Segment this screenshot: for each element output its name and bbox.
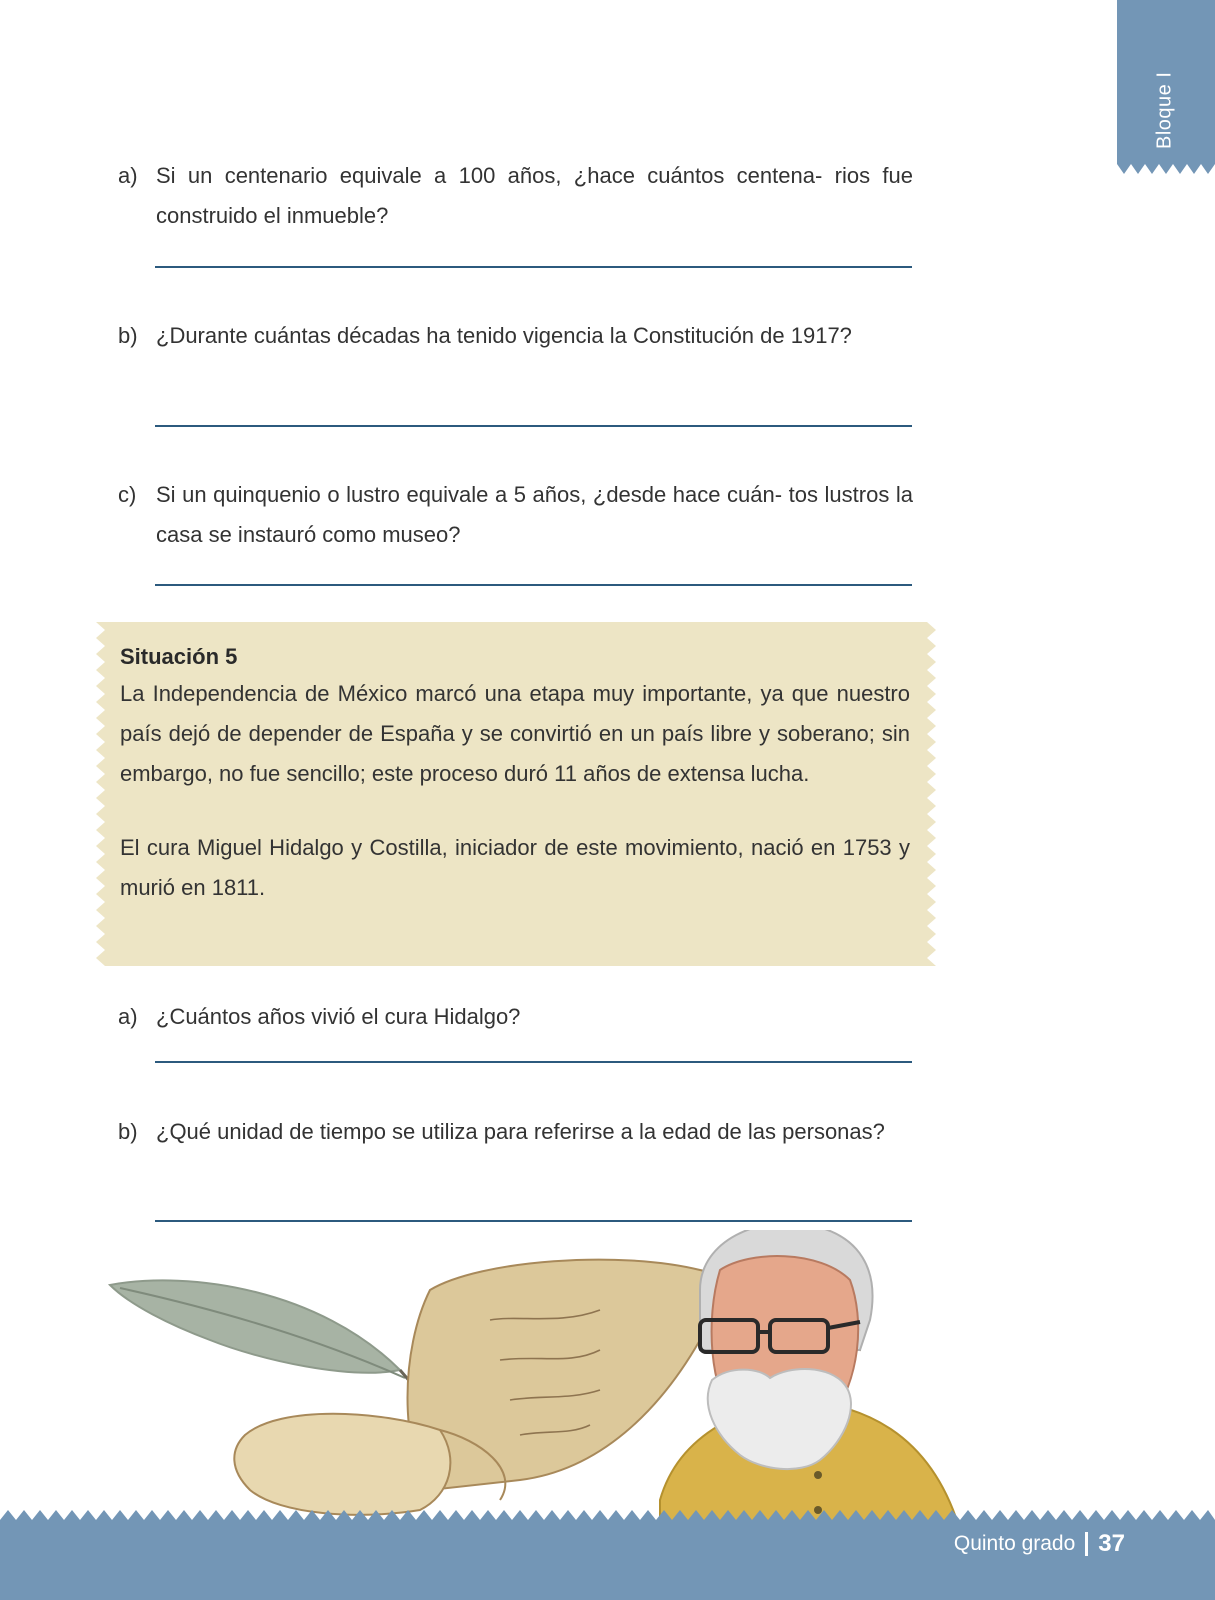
question-c-lustros [118, 475, 913, 555]
quill-icon [110, 1280, 430, 1405]
question-text: Si un centenario equivale a 100 años, ¿hace cuántos centena- rios fue construido el inmueble? [156, 163, 913, 228]
answer-line-hidalgo[interactable] [155, 1061, 912, 1063]
situation-title: Situación 5 [120, 644, 238, 669]
answer-line-c[interactable] [155, 584, 912, 586]
grade-label: Quinto grado [953, 1532, 1076, 1555]
question-text: Si un quinquenio o lustro equivale a 5 años, ¿desde hace cuán- tos lustros la casa se instauró como museo? [156, 482, 913, 547]
question-letter: a) [118, 163, 138, 188]
situation-box [96, 622, 936, 966]
answer-line-a[interactable] [155, 266, 912, 268]
answer-line-edad[interactable] [155, 1220, 912, 1222]
question-text: ¿Durante cuántas décadas ha tenido vigencia la Constitución de 1917? [156, 323, 852, 348]
question-letter: b) [118, 323, 138, 348]
question-a-centenarios [118, 156, 913, 236]
page-number: 37 [1098, 1530, 1125, 1557]
question-letter: c) [118, 482, 137, 507]
question-b-decadas [118, 316, 913, 356]
footer-label [954, 1530, 1125, 1558]
section-tab-label: Bloque I [1153, 71, 1176, 149]
question-b-unidad-edad [118, 1112, 913, 1152]
section-tab-zigzag [1117, 158, 1215, 178]
situation-paragraph-2: El cura Miguel Hidalgo y Costilla, iniciador de este movimiento, nació en 1753 y murió en 1811. [120, 835, 910, 900]
situation-content [120, 640, 910, 908]
question-text: ¿Cuántos años vivió el cura Hidalgo? [156, 1004, 521, 1029]
question-a-anios-hidalgo [118, 997, 913, 1037]
hidalgo-portrait-icon [660, 1230, 960, 1530]
hidalgo-illustration [100, 1230, 980, 1530]
question-letter: a) [118, 1004, 138, 1029]
footer-separator [1085, 1532, 1088, 1556]
question-letter: b) [118, 1119, 138, 1144]
answer-line-b[interactable] [155, 425, 912, 427]
question-text: ¿Qué unidad de tiempo se utiliza para referirse a la edad de las personas? [156, 1119, 885, 1144]
situation-paragraph-1: La Independencia de México marcó una etapa muy importante, ya que nuestro país dejó de depender de España y se convirtió en un país libre y soberano; sin embargo, no fue sencillo; este proceso duró 11 años de extensa lucha. [120, 681, 910, 786]
